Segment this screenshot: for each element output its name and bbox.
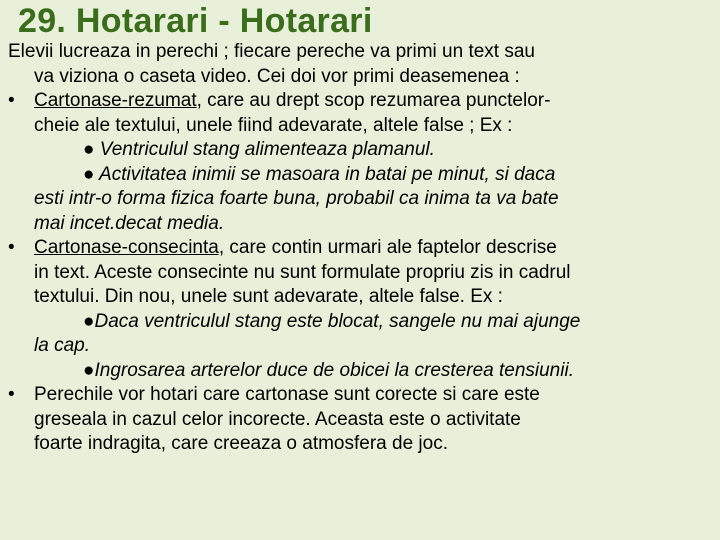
example-1-2: ● Activitatea inimii se masoara in batai pe minut, si daca <box>83 163 556 185</box>
bullet-2-line-2: in text. Aceste consecinte nu sunt formulate propriu zis in cadrul <box>34 261 571 283</box>
bullet-2: • Cartonase-consecinta, care contin urmari ale faptelor descrise <box>8 236 716 261</box>
example-1-1: ● Ventriculul stang alimenteaza plamanul. <box>83 139 435 160</box>
bullet-3-line-2: greseala in cazul celor incorecte. Aceasta este o activitate <box>34 408 521 430</box>
example-1-2-line-3: mai incet.decat media. <box>34 212 225 234</box>
example-marker: ● <box>83 310 95 332</box>
example-2-1: ●Daca ventriculul stang este blocat, sangele nu mai ajunge <box>83 310 581 332</box>
slide-body <box>8 40 716 457</box>
term-cartonase-consecinta: Cartonase-consecinta, <box>34 237 225 258</box>
bullet-1: • Cartonase-rezumat, care au drept scop rezumarea punctelor- <box>8 89 716 114</box>
bullet-1-line-2: cheie ale textului, unele fiind adevarate, altele false ; Ex : <box>34 114 513 136</box>
bullet-3-line-3: foarte indragita, care creeaza o atmosfera de joc. <box>34 433 449 454</box>
example-marker: ● <box>83 359 95 381</box>
intro-emphasis: lucreaza in perechi <box>58 41 219 62</box>
intro-line-1: Elevii lucreaza in perechi ; fiecare pereche va primi un text sau <box>8 41 535 62</box>
term-cartonase-rezumat: Cartonase-rezumat, <box>34 90 202 111</box>
example-1-2-line-2: esti intr-o forma fizica foarte buna, probabil ca inima ta va bate <box>34 188 559 209</box>
example-marker: ● <box>83 163 95 185</box>
example-marker: ● <box>83 139 95 160</box>
bullet-marker: • <box>8 90 15 111</box>
slide-title: 29. Hotarari - Hotarari <box>18 2 373 40</box>
example-2-1-line-2: la cap. <box>34 335 90 356</box>
intro-line-2: va viziona o caseta video. Cei doi vor primi deasemenea : <box>34 65 520 87</box>
bullet-3: • Perechile vor hotari care cartonase sunt corecte si care este <box>8 383 716 408</box>
bullet-2-line-3: textului. Din nou, unele sunt adevarate, altele false. Ex : <box>34 286 503 307</box>
example-2-2: ●Ingrosarea arterelor duce de obicei la cresterea tensiunii. <box>83 359 574 381</box>
bullet-marker: • <box>8 237 15 258</box>
bullet-marker: • <box>8 384 15 405</box>
